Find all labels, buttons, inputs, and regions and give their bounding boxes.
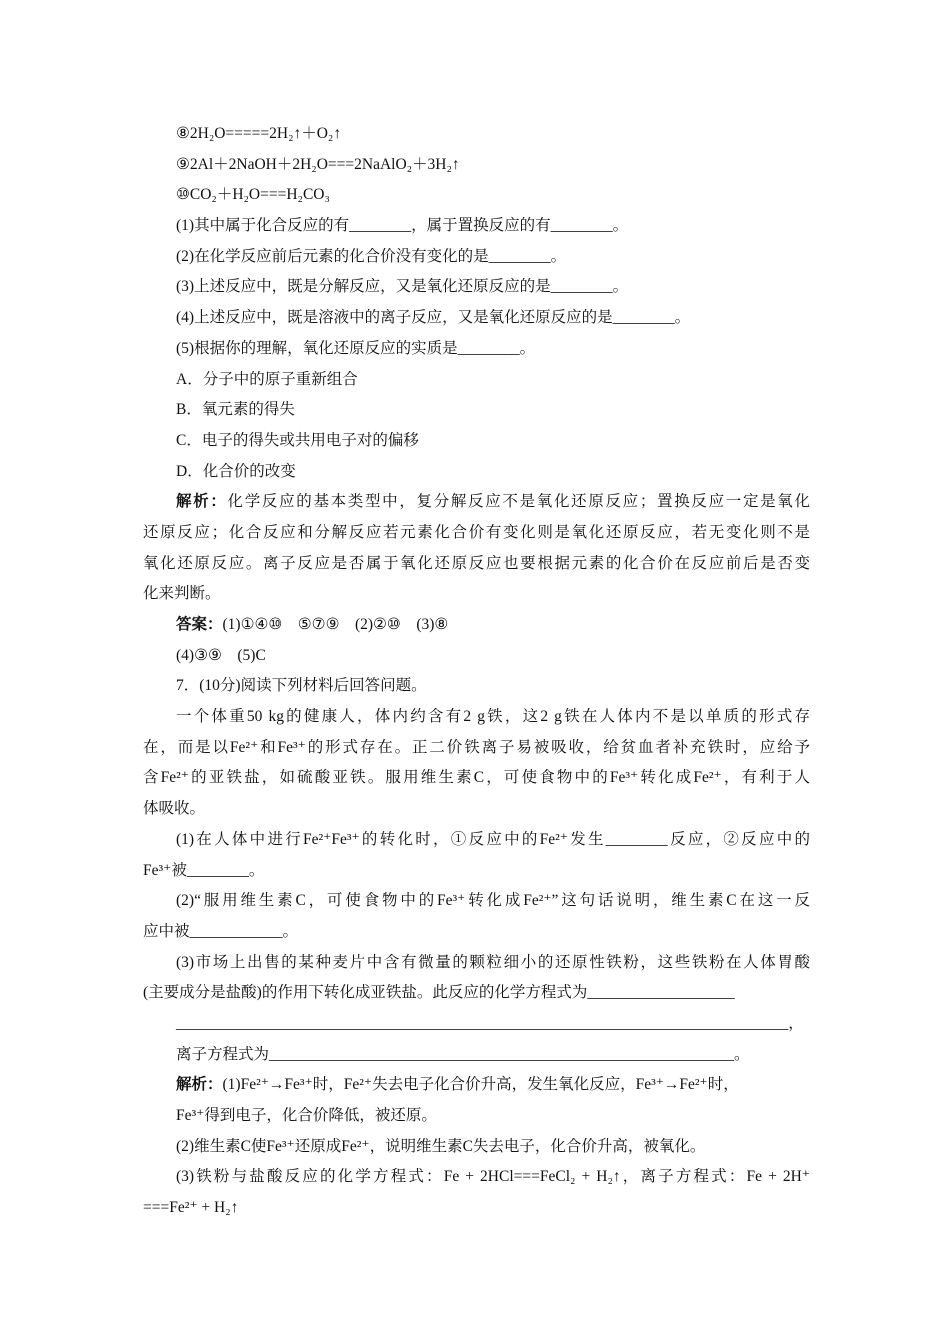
passage-line-1: 一个体重50 kg的健康人，体内约含有2 g铁，这2 g铁在人体内不是以单质的形式存	[176, 708, 810, 726]
question-3: (3)上述反应中，既是分解反应，又是氧化还原反应的是________。	[176, 278, 629, 296]
option-b: B．氧元素的得失	[176, 401, 295, 419]
option-d: D．化合价的改变	[176, 462, 296, 480]
equation-9: ⑨2Al＋2NaOH＋2H₂O===2NaAlO₂＋3H₂↑	[176, 155, 460, 173]
passage-line-2: 在，而是以Fe²⁺和Fe³⁺的形式存在。正二价铁离子易被吸收，给贫血者补充铁时，应给予	[143, 738, 810, 756]
question-7-1-line-2: Fe³⁺被________。	[143, 861, 265, 879]
analysis-label: 解析：	[176, 1076, 223, 1094]
passage-line-4: 体吸收。	[143, 800, 206, 818]
question-4: (4)上述反应中，既是溶液中的离子反应，又是氧化还原反应的是________。	[176, 309, 691, 327]
analysis-1-line-1: 解析：化学反应的基本类型中，复分解反应不是氧化还原反应；置换反应一定是氧化	[176, 493, 810, 511]
analysis-2-line-1: 解析：(1)Fe²⁺→Fe³⁺时，Fe²⁺失去电子化合价升高，发生氧化反应，Fe³⁺→Fe²⁺时，	[176, 1076, 739, 1094]
analysis-2-line-5: ===Fe²⁺ + H₂↑	[143, 1199, 239, 1217]
equation-8: ⑧2H₂O=====2H₂↑＋O₂↑	[176, 125, 342, 142]
answer-line-2: (4)③⑨ (5)C	[176, 646, 266, 664]
passage-line-3: 含Fe²⁺的亚铁盐，如硫酸亚铁。服用维生素C，可使食物中的Fe³⁺转化成Fe²⁺，有利于人	[143, 769, 810, 787]
question-1: (1)其中属于化合反应的有________，属于置换反应的有________。	[176, 217, 629, 235]
question-7-2-line-1: (2)“服用维生素C，可使食物中的Fe³⁺转化成Fe²⁺”这句话说明，维生素C在这一反	[176, 892, 810, 910]
analysis-2-line-2: Fe³⁺得到电子，化合价降低，被还原。	[176, 1107, 437, 1124]
question-7-2-line-2: 应中被____________。	[143, 922, 299, 940]
equation-10: ⑩CO₂＋H₂O===H₂CO₃	[176, 186, 330, 204]
answer-label: 答案：	[176, 616, 223, 633]
question-7-3-line-2: (主要成分是盐酸)的作用下转化成亚铁盐。此反应的化学方程式为___________________	[143, 984, 735, 1002]
question-7-3-line-1: (3)市场上出售的某种麦片中含有微量的颗粒细小的还原性铁粉，这些铁粉在人体胃酸	[176, 953, 810, 971]
question-2: (2)在化学反应前后元素的化合价没有变化的是________。	[176, 247, 567, 265]
question-5: (5)根据你的理解，氧化还原反应的实质是________。	[176, 339, 536, 357]
analysis-1-line-3: 氧化还原反应。离子反应是否属于氧化还原反应也要根据元素的化合价在反应前后是否变	[143, 554, 810, 572]
question-7-3-line-3: _______________________________________________________________________________，	[176, 1014, 804, 1032]
question-7-3-line-4: 离子方程式为____________________________________________________________。	[176, 1045, 750, 1063]
analysis-1-line-4: 化来判断。	[143, 585, 221, 603]
analysis-1-line-2: 还原反应；化合反应和分解反应若元素化合价有变化则是氧化还原反应，若无变化则不是	[143, 523, 810, 541]
analysis-2-line-3: (2)维生素C使Fe³⁺还原成Fe²⁺，说明维生素C失去电子，化合价升高，被氧化。	[176, 1137, 706, 1155]
analysis-2-line-4: (3)铁粉与盐酸反应的化学方程式：Fe + 2HCl===FeCl₂ + H₂↑，离子方程式：Fe + 2H⁺	[176, 1168, 810, 1186]
question-7-1-line-1: (1)在人体中进行Fe²⁺Fe³⁺的转化时，①反应中的Fe²⁺发生________反应，②反应中的	[176, 830, 810, 848]
option-c: C．电子的得失或共用电子对的偏移	[176, 431, 419, 449]
question-7-title: 7．(10分)阅读下列材料后回答问题。	[176, 677, 427, 695]
answer-line-1: 答案：(1)①④⑩ ⑤⑦⑨ (2)②⑩ (3)⑧	[176, 616, 449, 633]
option-a: A．分子中的原子重新组合	[176, 370, 358, 388]
analysis-label: 解析：	[176, 493, 228, 511]
